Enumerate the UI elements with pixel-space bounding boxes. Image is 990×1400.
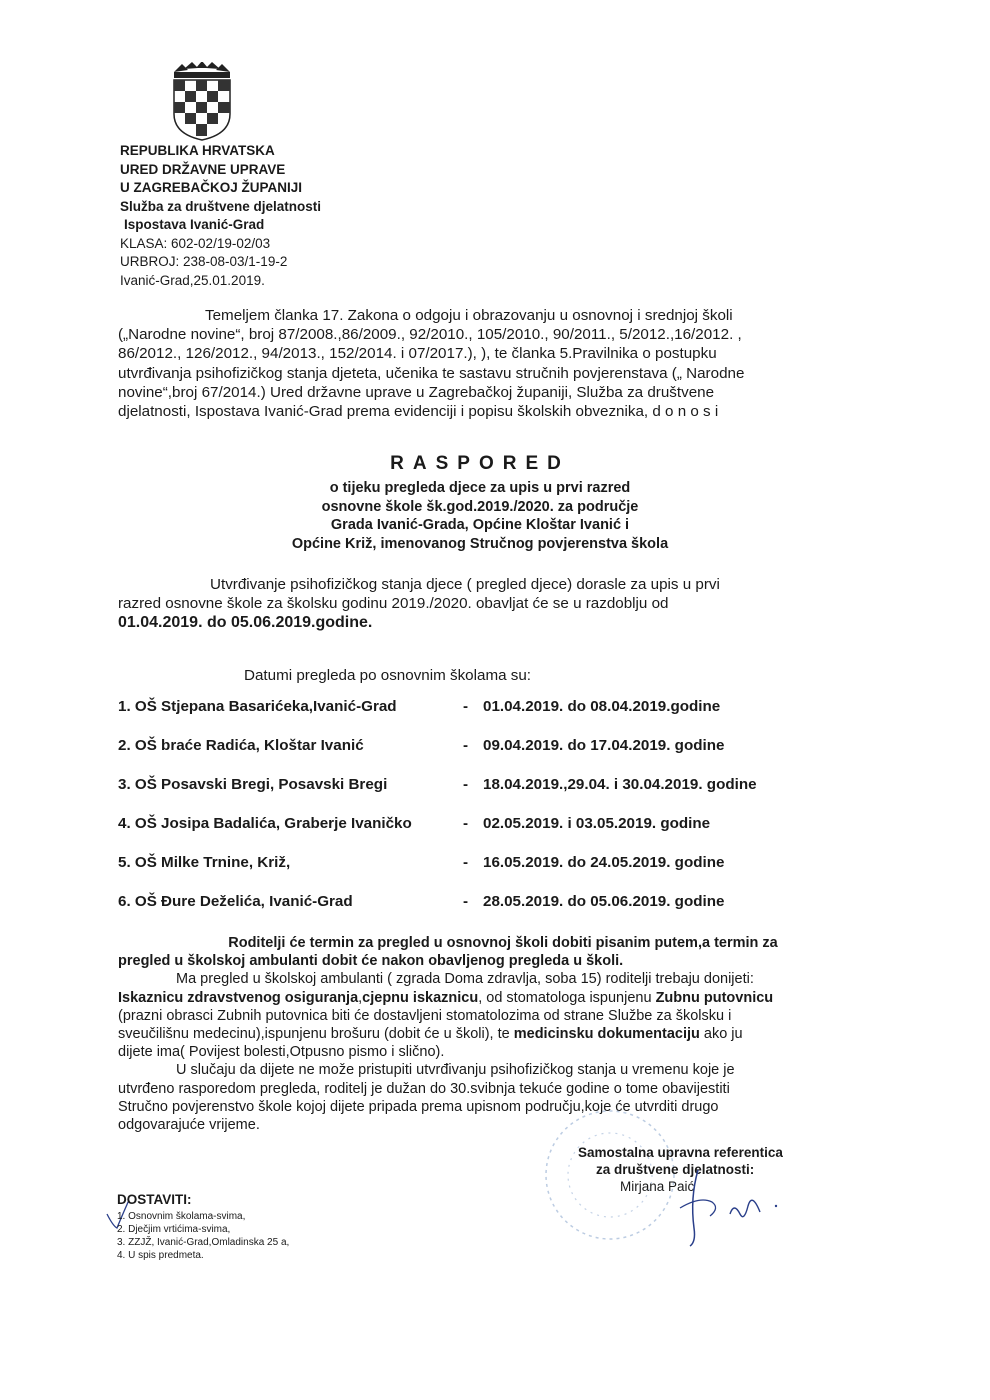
signatory-title: Samostalna upravna referentica (578, 1145, 783, 1160)
handwritten-signature-icon (660, 1168, 790, 1248)
schedule-row (118, 776, 757, 793)
doc-item: cjepnu iskaznicu (362, 989, 479, 1006)
doc-item: medicinsku dokumentaciju (513, 1026, 700, 1043)
paragraph-line: razred osnovne škole za školsku godinu 2019./2020. obavljat će se u razdoblju od (118, 595, 669, 613)
document-header (120, 142, 321, 290)
exam-dates: 28.05.2019. do 05.06.2019. godine (483, 893, 725, 910)
distribution-list (117, 1210, 289, 1262)
dash: - (463, 815, 469, 832)
paragraph-line: Utvrđivanje psihofizičkog stanja djece ( pregled djece) dorasle za upis u prvi (210, 576, 720, 593)
schedule-row (118, 893, 725, 910)
paragraph-line: djelatnosti, Ispostava Ivanić-Grad prema evidenciji i popisu školskih obveznika, d o n o s i (118, 403, 719, 421)
paragraph-line: Roditelji će termin za pregled u osnovnoj školi dobiti pisanim putem,a termin za (228, 935, 778, 951)
paragraph-line: („Narodne novine“, broj 87/2008.,86/2009., 92/2010., 105/2010., 90/2011., 5/2012.,16/2012. , (118, 326, 742, 344)
paragraph-line: dijete ima( Povijest bolesti,Otpusno pismo i slično). (118, 1044, 445, 1061)
intro-paragraph (118, 306, 878, 421)
text-fragment: ako ju (699, 1026, 743, 1043)
subtitle-line: osnovne škole šk.god.2019./2020. za područje (321, 498, 639, 515)
exam-dates: 16.05.2019. do 24.05.2019. godine (483, 854, 725, 871)
school-name: 2. OŠ braće Radića, Kloštar Ivanić (118, 737, 364, 754)
document-subtitle (120, 479, 840, 553)
paragraph-line (118, 989, 888, 1007)
period-dates: 01.04.2019. do 05.06.2019.godine. (118, 614, 373, 632)
list-item: 2. Dječjim vrtićima-svima, (117, 1224, 231, 1235)
dash: - (463, 737, 469, 754)
school-name: 3. OŠ Posavski Bregi, Posavski Bregi (118, 776, 388, 793)
school-name: 4. OŠ Josipa Badalića, Graberje Ivaničko (118, 815, 412, 832)
paragraph-line: utvrđeno rasporedom pregleda, roditelj je dužan do 30.svibnja tekuće godine o tome obavijestiti (118, 1080, 730, 1097)
klasa: KLASA: 602-02/19-02/03 (120, 235, 271, 251)
signatory-name: Mirjana Paić (620, 1179, 695, 1194)
period-paragraph (118, 575, 858, 633)
paragraph-line: 86/2012., 126/2012., 94/2013., 152/2014. i 07/2017.), ), te članka 5.Pravilnika o postupku (118, 345, 717, 363)
doc-item: Iskaznicu zdravstvenog osiguranja (118, 989, 359, 1006)
school-name: 6. OŠ Đure Deželića, Ivanić-Grad (118, 893, 353, 910)
notice-paragraph (118, 934, 888, 1134)
list-item: 3. ZZJŽ, Ivanić-Grad,Omladinska 25 a, (117, 1237, 290, 1248)
school-name: 1. OŠ Stjepana Basarićeka,Ivanić-Grad (118, 698, 397, 715)
school-name: 5. OŠ Milke Trnine, Križ, (118, 854, 291, 871)
text-fragment: sveučilišnu medecinu),ispunjenu brošuru (dobit će u školi), te (118, 1026, 514, 1043)
list-item: 4. U spis predmeta. (117, 1250, 204, 1261)
schedule-row (118, 698, 721, 715)
paragraph-line: utvrđivanja psihofizičkog stanja djeteta, učenika te sastavu stručnih povjerenstava („ Narodne (118, 364, 745, 382)
subtitle-line: Grada Ivanić-Grada, Općine Kloštar Ivanić i (330, 517, 630, 533)
exam-dates: 02.05.2019. i 03.05.2019. godine (483, 815, 711, 832)
header-line: Ispostava Ivanić-Grad (124, 217, 265, 232)
exam-dates: 01.04.2019. do 08.04.2019.godine (483, 698, 721, 715)
signatory-title: za društvene djelatnosti: (596, 1162, 755, 1177)
doc-item: Zubnu putovnicu (655, 989, 774, 1006)
schedule-heading: Datumi pregleda po osnovnim školama su: (244, 667, 532, 684)
exam-dates: 09.04.2019. do 17.04.2019. godine (483, 737, 725, 754)
dash: - (463, 776, 469, 793)
schedule-row (118, 815, 711, 832)
header-line: Služba za društvene djelatnosti (120, 198, 322, 214)
urbroj: URBROJ: 238-08-03/1-19-2 (120, 254, 288, 269)
subtitle-line: o tijeku pregleda djece za upis u prvi razred (329, 480, 631, 496)
schedule-row (118, 854, 725, 871)
paragraph-line: Stručno povjerenstvo škole kojoj dijete pripada prema upisnom području,koje će utvrditi drugo (118, 1098, 719, 1115)
paragraph-line: U slučaju da dijete ne može pristupiti utvrđivanju psihofizičkog stanja u vremenu koje je (176, 1062, 735, 1079)
text-fragment: , (358, 989, 363, 1006)
document-date: Ivanić-Grad,25.01.2019. (120, 272, 265, 288)
distribution-heading: DOSTAVITI: (117, 1192, 192, 1207)
subtitle-line: Općine Križ, imenovanog Stručnog povjerenstva škola (291, 535, 669, 552)
dash: - (463, 698, 469, 715)
paragraph-line: odgovarajuće vrijeme. (118, 1117, 260, 1134)
paragraph-line: pregled u školskoj ambulanti dobit će nakon obavljenog pregleda u školi. (118, 953, 624, 970)
croatian-coat-of-arms-icon (170, 62, 234, 142)
header-line: U ZAGREBAČKOJ ŽUPANIJI (120, 180, 303, 195)
header-line: URED DRŽAVNE UPRAVE (120, 161, 286, 177)
paragraph-line: Ma pregled u školskoj ambulanti ( zgrada Doma zdravlja, soba 15) roditelji trebaju donijeti: (176, 971, 754, 988)
text-fragment: , od stomatologa ispunjenu (478, 989, 656, 1006)
paragraph-line: novine“,broj 67/2014.) Ured državne uprave u Zagrebačkoj županiji, Služba za društvene (118, 383, 715, 401)
exam-dates: 18.04.2019.,29.04. i 30.04.2019. godine (483, 776, 757, 793)
paragraph-line: (prazni obrasci Zubnih putovnica biti će dostavljeni stomatolozima od strane Službe za školsku i (118, 1007, 732, 1024)
document-title: RASPORED (390, 453, 570, 474)
dash: - (463, 893, 469, 910)
header-line: REPUBLIKA HRVATSKA (120, 143, 275, 158)
paragraph-line: Temeljem članka 17. Zakona o odgoju i obrazovanju u osnovnoj i srednjoj školi (205, 307, 733, 324)
schedule-row (118, 737, 725, 754)
document-title-block (120, 453, 840, 553)
dash: - (463, 854, 469, 871)
paragraph-line (118, 1025, 888, 1043)
list-item: 1. Osnovnim školama-svima, (117, 1211, 246, 1222)
